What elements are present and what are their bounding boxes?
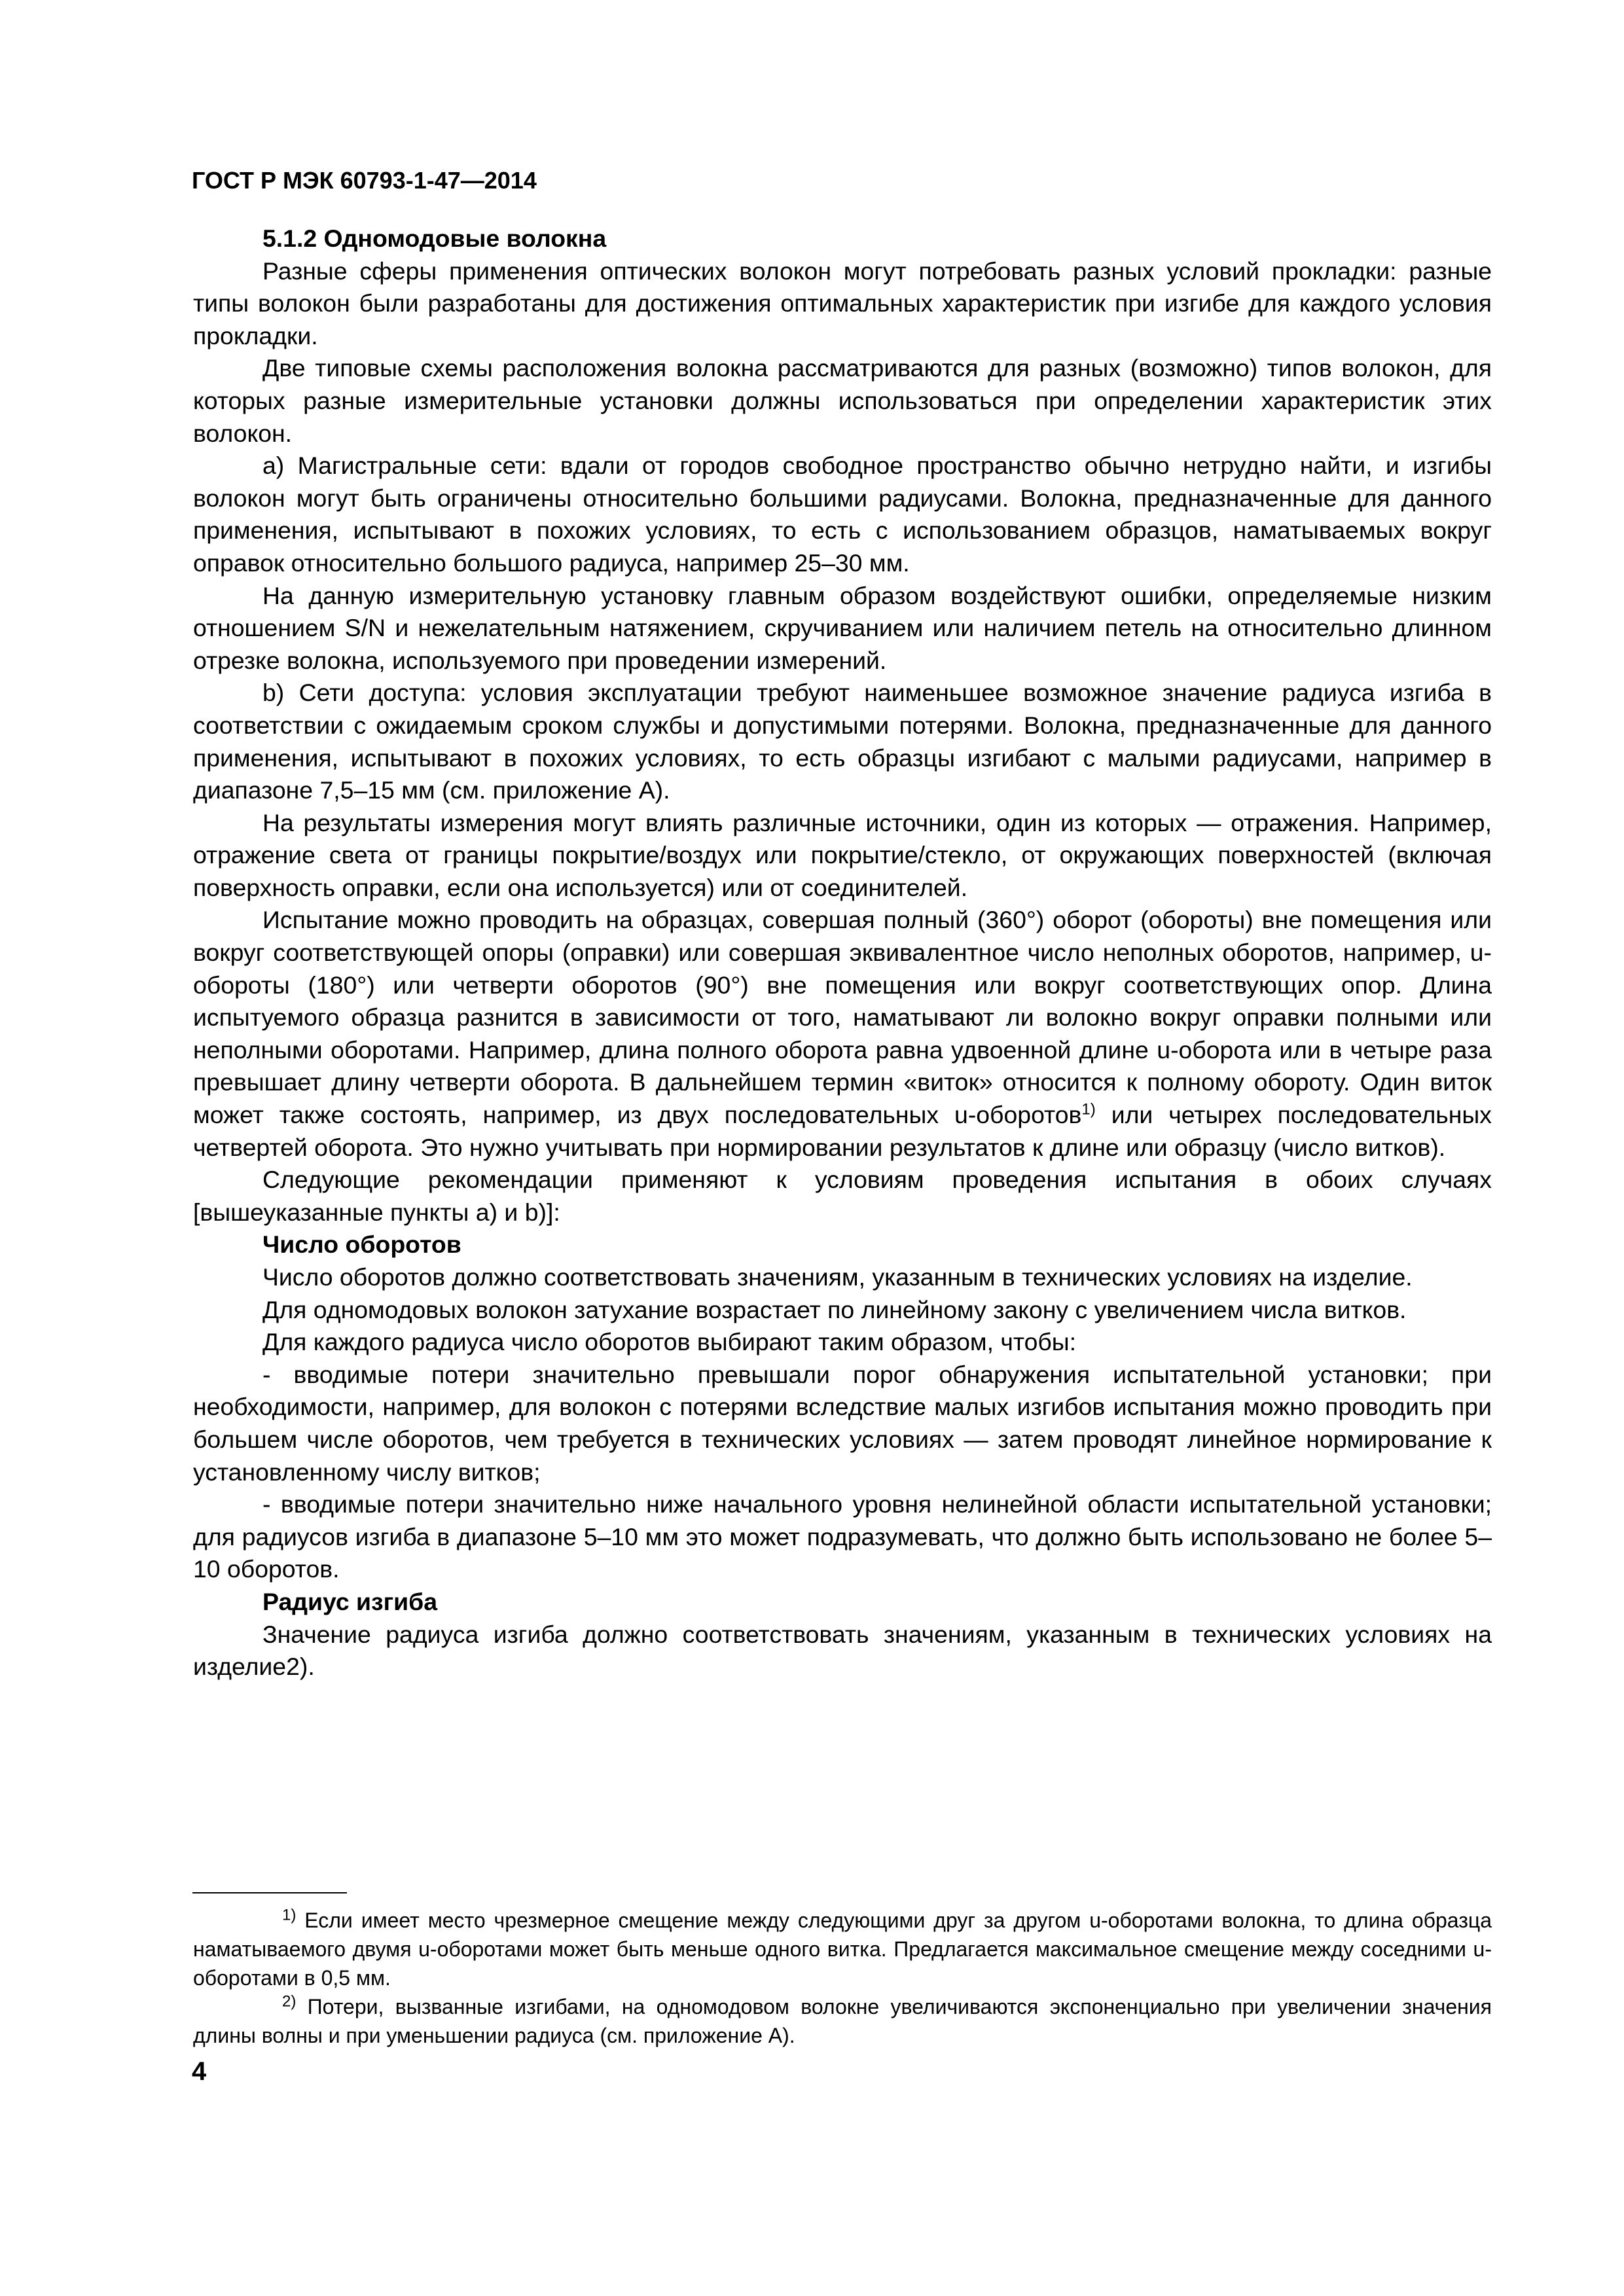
paragraph: На результаты измерения могут влиять различные источники, один из которых — отражения. Например, отражение света от границы покрытие/воздух или покрытие/стекло, от окружающих поверхностей (включая поверхность оправки, если она используется) или от соединителей. (193, 808, 1492, 901)
footnote-divider (192, 1892, 347, 1893)
footnote (193, 1992, 1492, 2050)
paragraph: b) Сети доступа: условия эксплуатации требуют наименьшее возможное значение радиуса изгиба в соответствии с ожидаемым сроком службы и допустимыми потерями. Волокна, предназначенные для данного применения, испытывают в похожих условиях, то есть образцы изгибают с малыми радиусами, например в диапазоне 7,5–15 мм (см. приложение А). (193, 679, 1492, 804)
paragraph (193, 904, 1492, 1164)
paragraph: Следующие рекомендации применяют к условиям проведения испытания в обоих случаях [вышеуказанные пункты а) и b)]: (193, 1166, 1492, 1226)
paragraph: Число оборотов должно соответствовать значениям, указанным в технических условиях на изделие. (262, 1263, 1413, 1291)
paragraph: Для каждого радиуса число оборотов выбирают таким образом, чтобы: (262, 1328, 1077, 1356)
footnotes (193, 1906, 1492, 2050)
paragraph: Значение радиуса изгиба должно соответствовать значениям, указанным в технических условиях на изделие2). (193, 1620, 1492, 1681)
subheading-bend-radius: Радиус изгиба (262, 1587, 438, 1615)
paragraph: а) Магистральные сети: вдали от городов свободное пространство обычно нетрудно найти, и изгибы волокон могут быть ограничены относительно большими радиусами. Волокна, предназначенные для данного применения, испытывают в похожих условиях, то есть с использованием образцов, наматываемых вокруг оправок относительно большого радиуса, например 25–30 мм. (193, 452, 1492, 577)
paragraph: На данную измерительную установку главным образом воздействуют ошибки, определяемые низким отношением S/N и нежелательным натяжением, скручиванием или наличием петель на относительно длинном отрезке волокна, используемого при проведении измерений. (193, 581, 1492, 674)
footnote-mark: 2) (282, 1992, 297, 2011)
footnote-text: Если имеет место чрезмерное смещение между следующими друг за другом u-оборотами волокна, то длина образца наматываемого двумя u-оборотами может быть меньше одного витка. Предлагается максимальное смещение между соседними u-оборотами в 0,5 мм. (193, 1909, 1492, 1990)
footnote-mark: 1) (282, 1906, 297, 1924)
paragraph: Для одномодовых волокон затухание возрастает по линейному закону с увеличением числа витков. (262, 1295, 1407, 1323)
paragraph: Разные сферы применения оптических волокон могут потребовать разных условий прокладки: разные типы волокон были разработаны для достижения оптимальных характеристик при изгибе для каждого условия прокладки. (193, 257, 1492, 350)
section-heading: 5.1.2 Одномодовые волокна (262, 224, 607, 252)
paragraph: Две типовые схемы расположения волокна рассматриваются для разных (возможно) типов волокон, для которых разные измерительные установки должны использоваться при определении характеристик этих волокон. (193, 354, 1492, 447)
paragraph-text: Испытание можно проводить на образцах, совершая полный (360°) оборот (обороты) вне помещения или вокруг соответствующей опоры (оправки) или совершая эквивалентное число неполных оборотов, например, u-обороты (180°) или четверти оборотов (90°) вне помещения или вокруг соответствующих опор. Длина испытуемого образца разнится в зависимости от того, наматывают ли волокно вокруг оправки полными или неполными оборотами. Например, длина полного оборота равна удвоенной длине u-оборота или в четыре раза превышает длину четверти оборота. В дальнейшем термин «виток» относится к полному обороту. Один виток может также состоять, например, из двух последовательных u-оборотов (193, 906, 1492, 1129)
subheading-turns: Число оборотов (262, 1230, 461, 1259)
document-body (193, 223, 1492, 1683)
footnote-ref-1: 1) (1081, 1100, 1096, 1119)
list-item: - вводимые потери значительно превышали порог обнаружения испытательной установки; при необходимости, например, для волокон с потерями вследствие малых изгибов испытания можно проводить при большем числе оборотов, чем требуется в технических условиях — затем проводят линейное нормирование к установленному числу витков; (193, 1360, 1492, 1486)
list-item: - вводимые потери значительно ниже начального уровня нелинейной области испытательной установки; для радиусов изгиба в диапазоне 5–10 мм это может подразумевать, что должно быть использовано не более 5–10 оборотов. (193, 1490, 1492, 1583)
paragraph-text: или четырех последовательных четвертей оборота. Это нужно учитывать при нормировании результатов к длине или образцу (число витков). (193, 1101, 1492, 1161)
page-number: 4 (192, 2057, 207, 2086)
document-header: ГОСТ Р МЭК 60793-1-47—2014 (192, 167, 537, 194)
footnote (193, 1906, 1492, 1992)
footnote-text: Потери, вызванные изгибами, на одномодовом волокне увеличиваются экспоненциально при увеличении значения длины волны и при уменьшении радиуса (см. приложение А). (193, 1995, 1492, 2047)
